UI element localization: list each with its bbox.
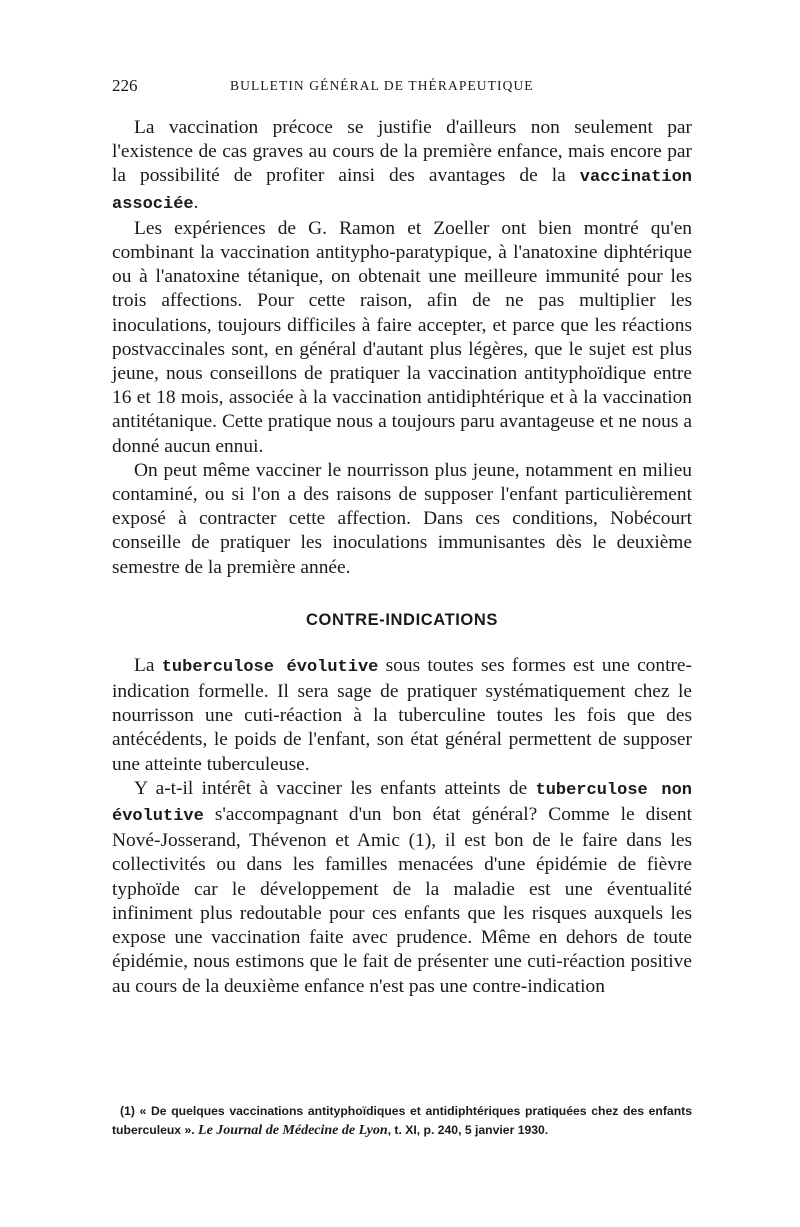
emphasis-text: tuberculose non évolutive	[112, 780, 692, 827]
emphasis-text: vaccination associée	[112, 168, 692, 214]
footnote-citation: (1) « De quelques vaccinations antityphoïdiques et antidiphtériques pratiquées chez des enfants tuberculeux ».	[112, 1104, 692, 1137]
footnote-reference: , t. XI, p. 240, 5 janvier 1930.	[387, 1122, 549, 1137]
section-heading: CONTRE-INDICATIONS	[306, 610, 498, 629]
page-number: 226	[112, 76, 138, 95]
paragraph	[112, 116, 692, 217]
footnote	[112, 1102, 692, 1140]
paragraph-text: .	[193, 191, 199, 213]
paragraph	[112, 777, 692, 999]
paragraph-text: s'accompagnant d'un bon état général? Comme le disent Nové-Josserand, Thévenon et Amic (1), il est bon de le faire dans les collectivités ou dans les familles menacées d'une épidémie de fièvre typhoïde car le développement de la maladie est une éventualité infiniment plus redoutable pour ces enfants que les risques auxquels les expose une vaccination faite avec prudence. Même en dehors de toute épidémie, nous estimons que le fait de présenter une cuti-réaction positive au cours de la deuxième enfance n'est pas une contre-indication	[112, 804, 692, 997]
paragraph: On peut même vacciner le nourrisson plus jeune, notamment en milieu contaminé, ou si l'on a des raisons de supposer l'enfant particulièrement exposé à contracter cette affection. Dans ces conditions, Nobécourt conseille de pratiquer les inoculations immunisantes dès le deuxième semestre de la première année.	[112, 459, 692, 578]
body-text	[112, 116, 692, 999]
emphasis-text: tuberculose évolutive	[161, 657, 379, 677]
paragraph-text: La	[134, 654, 162, 676]
running-title: BULLETIN GÉNÉRAL DE THÉRAPEUTIQUE	[230, 78, 534, 93]
page-header	[112, 76, 692, 100]
journal-title: Le Journal de Médecine de Lyon	[198, 1122, 388, 1138]
paragraph: Les expériences de G. Ramon et Zoeller ont bien montré qu'en combinant la vaccination antitypho-paratypique, à l'anatoxine diphtérique ou à l'anatoxine tétanique, on obtenait une meilleure immunité pour les trois affections. Pour cette raison, afin de ne pas multiplier les inoculations, toujours difficiles à faire accepter, et parce que les réactions postvaccinales sont, en général d'autant plus légères, que le sujet est plus jeune, nous conseillons de pratiquer la vaccination antityphoïdique entre 16 et 18 mois, associée à la vaccination antidiphtérique et à la vaccination antitétanique. Cette pratique nous a toujours paru avantageuse et ne nous a donné aucun ennui.	[112, 217, 692, 457]
paragraph	[112, 654, 692, 777]
footnote-text	[112, 1102, 692, 1140]
paragraph-text: sous toutes ses formes est une contre-indication formelle. Il sera sage de pratiquer systématiquement chez le nourrisson une cuti-réaction à la tuberculine toutes les fois que des antécédents, le poids de l'enfant, son état général permettent de supposer une atteinte tuberculeuse.	[112, 654, 692, 775]
paragraph-text: La vaccination précoce se justifie d'ailleurs non seulement par l'existence de cas graves au cours de la première enfance, mais encore par la possibilité de profiter ainsi des avantages de la	[112, 117, 692, 187]
paragraph-text: Y a-t-il intérêt à vacciner les enfants atteints de	[134, 777, 536, 799]
